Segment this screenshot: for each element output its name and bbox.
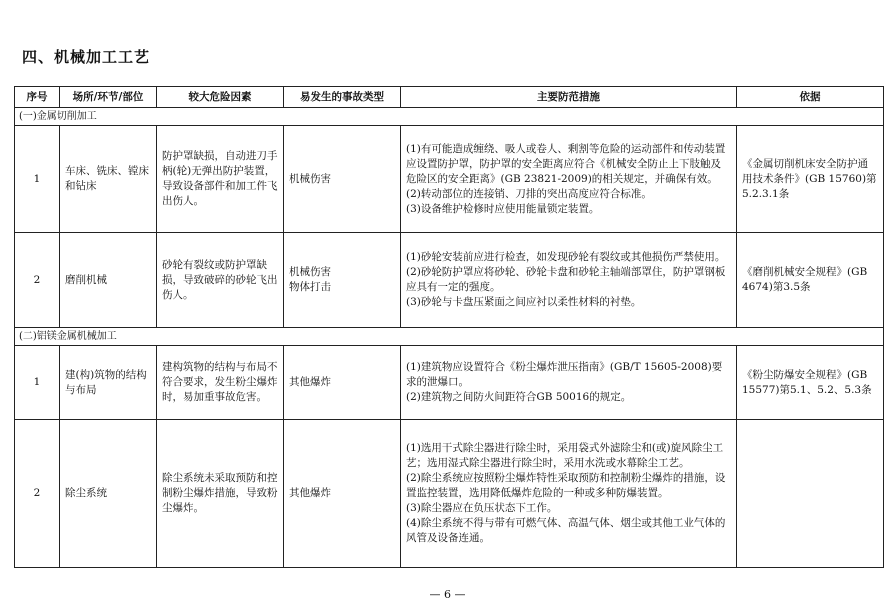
- row-basis: 《磨削机械安全规程》(GB 4674)第3.5条: [737, 233, 884, 328]
- header-hazard: 较大危险因素: [157, 87, 284, 108]
- measure-item: (3)设备维护检修时应使用能量锁定装置。: [406, 202, 600, 215]
- table-row: [15, 346, 884, 420]
- row-no: 2: [15, 420, 60, 568]
- row-place: 除尘系统: [60, 420, 157, 568]
- row-measures: [401, 126, 737, 233]
- header-accident: 易发生的事故类型: [284, 87, 401, 108]
- header-measures: 主要防范措施: [401, 87, 737, 108]
- row-hazard: 除尘系统未采取预防和控制粉尘爆炸措施，导致粉尘爆炸。: [157, 420, 284, 568]
- row-accident: 其他爆炸: [284, 420, 401, 568]
- row-hazard: 建构筑物的结构与布局不符合要求，发生粉尘爆炸时，易加重事故危害。: [157, 346, 284, 420]
- measure-item: (1)建筑物应设置符合《粉尘爆炸泄压指南》(GB/T 15605-2008)要求的泄爆口。: [406, 361, 723, 388]
- row-measures: [401, 233, 737, 328]
- row-accident: 机械伤害: [284, 126, 401, 233]
- header-basis: 依据: [737, 87, 884, 108]
- row-no: 2: [15, 233, 60, 328]
- row-no: 1: [15, 126, 60, 233]
- table-row: [15, 233, 884, 328]
- measure-item: (2)建筑物之间防火间距符合GB 50016的规定。: [406, 391, 632, 403]
- row-basis: 《粉尘防爆安全规程》(GB 15577)第5.1、5.2、5.3条: [737, 346, 884, 420]
- row-measures: [401, 420, 737, 568]
- header-place: 场所/环节/部位: [60, 87, 157, 108]
- group-row: [15, 108, 884, 126]
- row-basis: 《金属切削机床安全防护通用技术条件》(GB 15760)第5.2.3.1条: [737, 126, 884, 233]
- hazard-table: [14, 86, 884, 568]
- row-hazard: 防护罩缺损，自动进刀手柄(轮)无弹出防护装置，导致设备部件和加工件飞出伤人。: [157, 126, 284, 233]
- group-row: [15, 328, 884, 346]
- row-hazard: 砂轮有裂纹或防护罩缺损，导致破碎的砂轮飞出伤人。: [157, 233, 284, 328]
- table-row: [15, 126, 884, 233]
- measure-item: (1)有可能造成缠绕、吸人或卷人、剩割等危险的运动部件和传动装置应设置防护罩，防护罩的安全距离应符合《机械安全防止上下肢触及危险区的安全距离》(GB 23821-2009)的相关规定，并确保有效。: [406, 142, 726, 185]
- measure-item: (2)转动部位的连接销、刀排的突出高度应符合标准。: [406, 187, 652, 200]
- table-header-row: [15, 87, 884, 108]
- group-label: (一)金属切削加工: [15, 108, 884, 126]
- row-place: 建(构)筑物的结构与布局: [60, 346, 157, 420]
- measure-item: (2)除尘系统应按照粉尘爆炸特性采取预防和控制粉尘爆炸的措施，设置监控装置，选用降低爆炸危险的一种或多种防爆装置。: [406, 472, 726, 499]
- measure-item: (1)选用干式除尘器进行除尘时，采用袋式外滤除尘和(或)旋风除尘工艺；选用湿式除尘器进行除尘时，采用水洗或水幕除尘工艺。: [406, 442, 724, 469]
- measure-item: (2)砂轮防护罩应将砂轮、砂轮卡盘和砂轮主轴端部罩住，防护罩钢板应具有一定的强度。: [406, 266, 726, 293]
- measure-item: (4)除尘系统不得与带有可燃气体、高温气体、烟尘或其他工业气体的风管及设备连通。: [406, 517, 726, 544]
- row-no: 1: [15, 346, 60, 420]
- row-accident: 机械伤害 物体打击: [284, 233, 401, 328]
- row-accident: 其他爆炸: [284, 346, 401, 420]
- header-no: 序号: [15, 87, 60, 108]
- measure-item: (1)砂轮安装前应进行检查，如发现砂轮有裂纹或其他损伤严禁使用。: [406, 251, 726, 263]
- row-measures: [401, 346, 737, 420]
- row-place: 磨削机械: [60, 233, 157, 328]
- table-row: [15, 420, 884, 568]
- section-title: 四、机械加工工艺: [22, 48, 151, 66]
- row-basis: [737, 420, 884, 568]
- group-label: (二)铝镁金属机械加工: [15, 328, 884, 346]
- measure-item: (3)除尘器应在负压状态下工作。: [406, 502, 558, 514]
- page-number: — 6 —: [429, 588, 466, 601]
- measure-item: (3)砂轮与卡盘压紧面之间应衬以柔性材料的衬垫。: [406, 296, 642, 308]
- row-place: 车床、铣床、镗床和钻床: [60, 126, 157, 233]
